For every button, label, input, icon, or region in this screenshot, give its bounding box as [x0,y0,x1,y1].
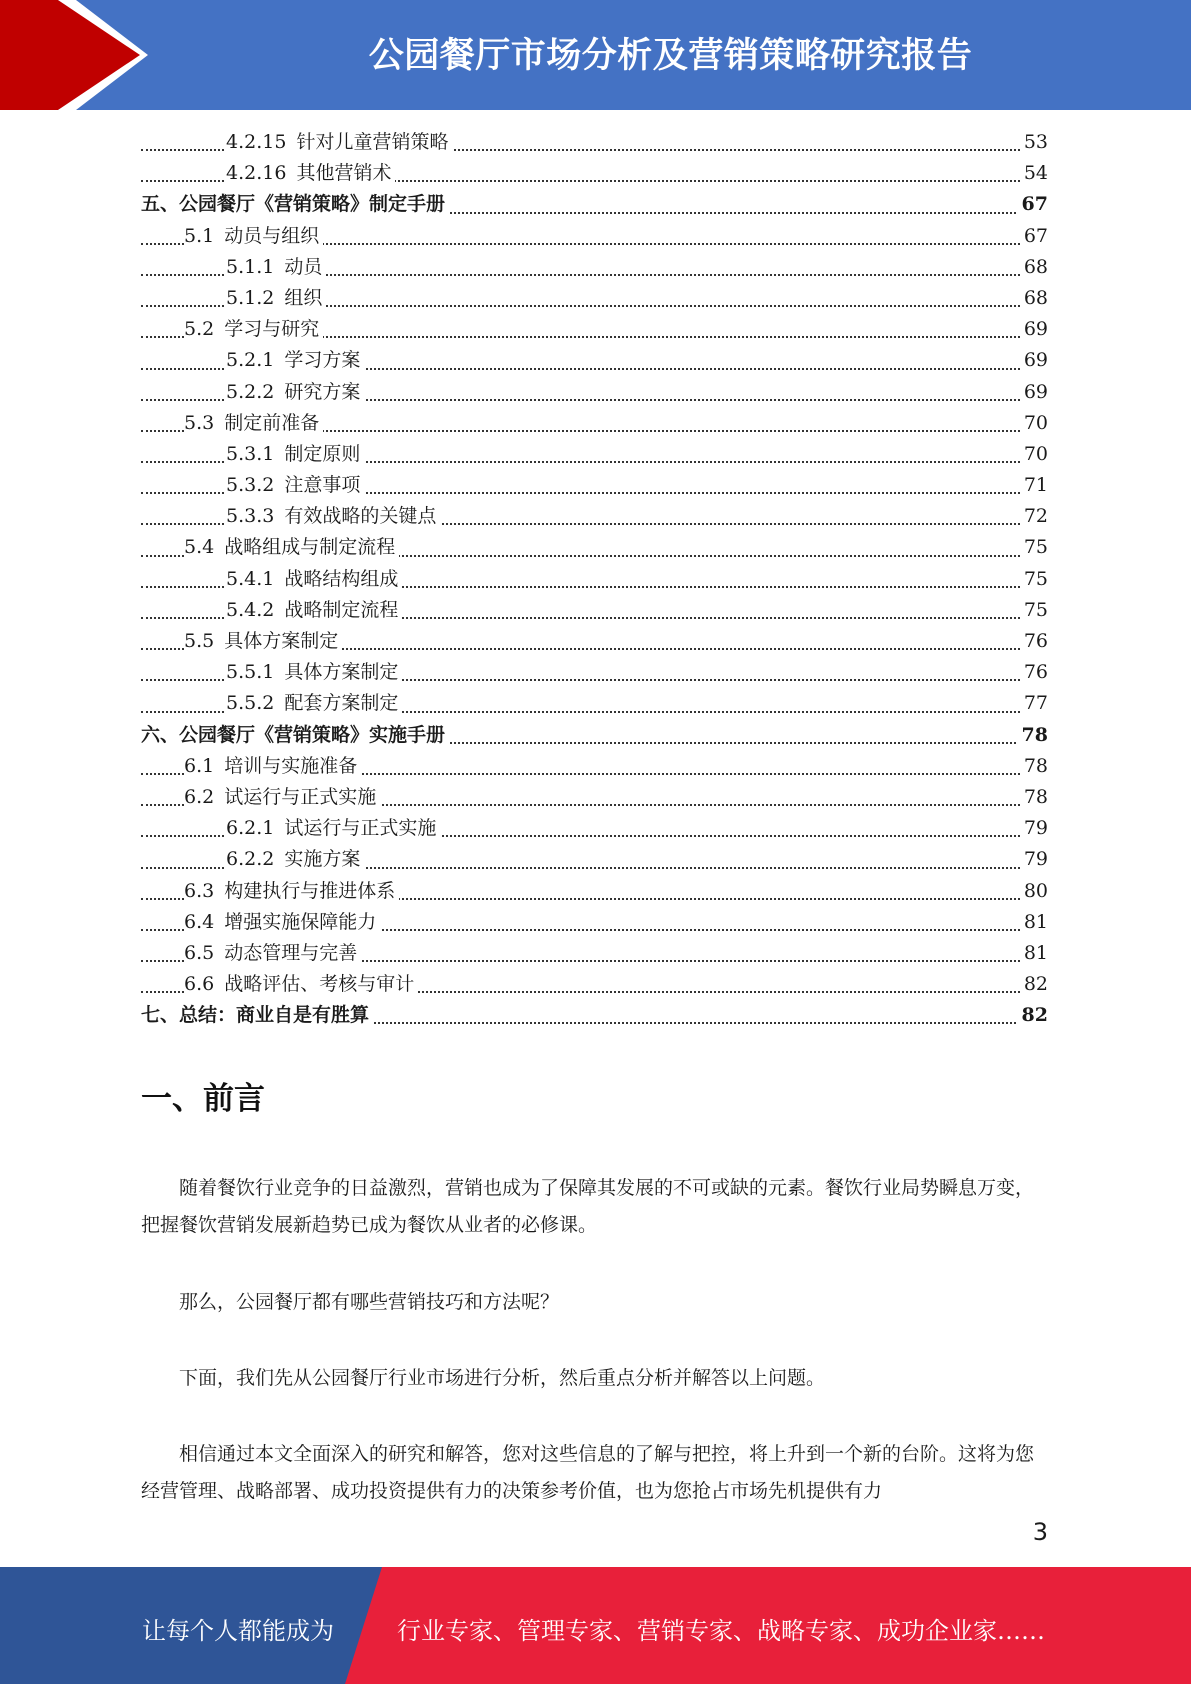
toc-entry-number: 6.1 [184,754,215,777]
section-heading: 一、前言 [141,1081,265,1117]
toc-entry-page: 67 [1020,221,1048,252]
toc-entry-page: 68 [1020,252,1048,283]
toc-entry-page: 68 [1020,283,1048,314]
intro-paragraph-4: 相信通过本文全面深入的研究和解答，您对这些信息的了解与把控，将上升到一个新的台阶。这将为您经营管理、战略部署、成功投资提供有力的决策参考价值，也为您抢占市场先机提供有力 [141,1443,1035,1502]
toc-entry-label [184,786,380,808]
toc-entry-label [226,817,440,839]
footer-slogan-left: 让每个人都能成为 [142,1617,334,1645]
toc-entry-number: 4.2.16 [226,162,287,185]
header-red-arrow [0,0,148,110]
toc-entry[interactable] [141,907,1048,938]
toc-entry-label [226,661,402,683]
intro-paragraph-1: 随着餐饮行业竞争的日益激烈，营销也成为了保障其发展的不可或缺的元素。餐饮行业局势瞬息万变，把握餐饮营销发展新趋势已成为餐饮从业者的必修课。 [141,1177,1035,1236]
toc-entry-page: 71 [1020,470,1048,501]
toc-entry-label [184,318,323,340]
toc-entry-page: 81 [1020,938,1048,969]
toc-entry[interactable] [141,938,1048,969]
toc-entry-title: 制定原则 [284,442,361,465]
toc-entry-number: 5.2 [184,318,215,341]
toc-entry-title: 学习方案 [284,349,361,372]
toc-entry[interactable] [141,189,1048,220]
toc-entry-title: 六、公园餐厅《营销策略》实施手册 [141,723,446,746]
toc-entry-label [184,630,342,652]
toc-entry-number: 6.3 [184,879,215,902]
toc-entry-page: 75 [1020,595,1048,626]
toc-entry-number: 5.3.1 [226,442,275,465]
toc-entry-label [226,505,440,527]
toc-entry-label [226,131,452,153]
toc-entry-page: 78 [1020,751,1048,782]
toc-entry-title: 配套方案制定 [284,692,399,715]
toc-entry-page: 70 [1020,439,1048,470]
toc-entry-page: 82 [1020,969,1048,1000]
toc-entry[interactable] [141,501,1048,532]
toc-entry-title: 七、总结：商业自是有胜算 [141,1004,370,1027]
toc-entry-title: 战略制定流程 [284,598,399,621]
toc-entry[interactable] [141,813,1048,844]
toc-entry-number: 5.1.2 [226,286,275,309]
toc-entry-number: 4.2.15 [226,131,287,153]
toc-entry[interactable] [141,377,1048,408]
toc-entry-page: 77 [1020,688,1048,719]
toc-entry-number: 5.4 [184,536,215,559]
toc-entry-number: 6.4 [184,910,215,933]
toc-entry-title: 实施方案 [284,848,361,871]
toc-entry-title: 注意事项 [284,474,361,497]
toc-entry[interactable] [141,158,1048,189]
toc-entry-number: 5.3.2 [226,474,275,497]
toc-entry-label [226,256,326,278]
toc-entry-label [184,225,323,247]
footer-slogan-right: 行业专家、管理专家、营销专家、战略专家、成功企业家…… [397,1617,1045,1645]
toc-entry[interactable] [141,564,1048,595]
toc-entry-page: 69 [1020,377,1048,408]
toc-entry[interactable] [141,252,1048,283]
toc-entry-title: 动态管理与完善 [224,941,358,964]
toc-entry[interactable] [141,345,1048,376]
toc-entry-number: 5.5 [184,630,215,652]
table-of-contents [141,127,1048,1031]
toc-entry[interactable] [141,844,1048,875]
toc-entry-title: 具体方案制定 [224,630,339,652]
toc-entry-title: 战略组成与制定流程 [224,536,396,559]
toc-entry-title: 制定前准备 [224,411,320,434]
toc-entry[interactable] [141,595,1048,626]
toc-entry-page: 80 [1020,876,1048,907]
toc-entry-label [226,474,364,496]
toc-entry-page: 82 [1018,1000,1048,1031]
toc-entry-label [184,412,323,434]
toc-entry-page: 78 [1018,720,1048,751]
toc-entry-label [184,536,399,558]
toc-entry-number: 6.5 [184,941,215,964]
toc-entry-page: 78 [1020,782,1048,813]
toc-entry-title: 动员 [284,255,323,278]
toc-entry-title: 其他营销术 [296,162,392,185]
toc-entry-page: 79 [1020,813,1048,844]
toc-entry-label [141,193,449,215]
toc-entry-label [226,599,402,621]
toc-entry-title: 动员与组织 [224,224,320,247]
toc-entry[interactable] [141,127,1048,158]
toc-entry-title: 五、公园餐厅《营销策略》制定手册 [141,193,446,216]
page-number: 3 [1032,1518,1048,1546]
page-footer [0,1567,1191,1684]
toc-entry[interactable] [141,876,1048,907]
toc-entry-label [184,942,361,964]
toc-entry[interactable] [141,439,1048,470]
toc-entry-page: 75 [1020,564,1048,595]
toc-entry[interactable] [141,657,1048,688]
toc-entry[interactable] [141,782,1048,813]
toc-entry-label [226,848,364,870]
report-title: 公园餐厅市场分析及营销策略研究报告 [368,36,973,76]
toc-entry-number: 6.6 [184,973,215,996]
toc-entry-page: 76 [1020,657,1048,688]
toc-entry-title: 试运行与正式实施 [224,785,377,808]
toc-entry-title: 构建执行与推进体系 [224,879,396,902]
toc-entry-label [226,692,402,714]
intro-paragraph-3: 下面，我们先从公园餐厅行业市场进行分析，然后重点分析并解答以上问题。 [179,1367,826,1389]
toc-entry-number: 5.1.1 [226,255,275,278]
toc-entry-page: 72 [1020,501,1048,532]
toc-entry-title: 战略结构组成 [284,567,399,590]
toc-entry[interactable] [141,532,1048,563]
toc-entry-number: 5.5.1 [226,661,275,684]
toc-entry[interactable] [141,969,1048,1000]
toc-entry-page: 67 [1018,189,1048,220]
toc-entry[interactable] [141,221,1048,252]
toc-entry-number: 5.3 [184,411,215,434]
toc-entry-page: 70 [1020,408,1048,439]
toc-entry-label [184,911,380,933]
toc-entry-title: 培训与实施准备 [224,754,358,777]
toc-entry-title: 学习与研究 [224,318,320,341]
toc-entry-number: 5.3.3 [226,505,275,528]
toc-entry-page: 76 [1020,626,1048,657]
toc-entry[interactable] [141,720,1048,751]
toc-entry-title: 增强实施保障能力 [224,910,377,933]
intro-paragraph-2: 那么，公园餐厅都有哪些营销技巧和方法呢？ [179,1291,560,1313]
toc-entry-page: 54 [1020,158,1048,189]
toc-entry[interactable] [141,751,1048,782]
toc-entry[interactable] [141,470,1048,501]
toc-entry-label [141,724,449,746]
toc-entry-page: 81 [1020,907,1048,938]
toc-entry-number: 5.4.2 [226,598,275,621]
toc-entry[interactable] [141,688,1048,719]
toc-entry-label [184,973,418,995]
toc-entry[interactable] [141,283,1048,314]
toc-entry-number: 5.2.1 [226,349,275,372]
toc-entry[interactable] [141,1000,1048,1031]
toc-entry-number: 6.2.1 [226,817,275,840]
toc-entry-label [226,287,326,309]
toc-entry-label [226,443,364,465]
toc-entry-title: 针对儿童营销策略 [296,131,449,153]
toc-entry-label [184,880,399,902]
toc-entry-label [141,1004,373,1026]
toc-entry-title: 战略评估、考核与审计 [224,973,415,996]
toc-entry-label [226,568,402,590]
toc-entry-title: 组织 [284,286,323,309]
toc-entry-title: 试运行与正式实施 [284,817,437,840]
toc-entry-title: 具体方案制定 [284,661,399,684]
toc-entry-page: 75 [1020,532,1048,563]
toc-entry-number: 6.2.2 [226,848,275,871]
toc-entry-number: 5.4.1 [226,567,275,590]
toc-entry-title: 研究方案 [284,380,361,403]
toc-entry[interactable] [141,314,1048,345]
toc-entry-label [226,381,364,403]
toc-entry-page: 69 [1020,314,1048,345]
toc-entry[interactable] [141,408,1048,439]
toc-entry-number: 5.1 [184,224,215,247]
page-header [0,0,1191,110]
toc-entry[interactable] [141,626,1048,657]
toc-entry-number: 6.2 [184,785,215,808]
toc-entry-label [226,349,364,371]
toc-entry-label [184,755,361,777]
toc-entry-page: 79 [1020,844,1048,875]
toc-entry-label [226,162,395,184]
toc-entry-page: 53 [1020,127,1048,158]
toc-entry-title: 有效战略的关键点 [284,505,437,528]
toc-entry-number: 5.5.2 [226,692,275,715]
toc-entry-number: 5.2.2 [226,380,275,403]
toc-entry-page: 69 [1020,345,1048,376]
